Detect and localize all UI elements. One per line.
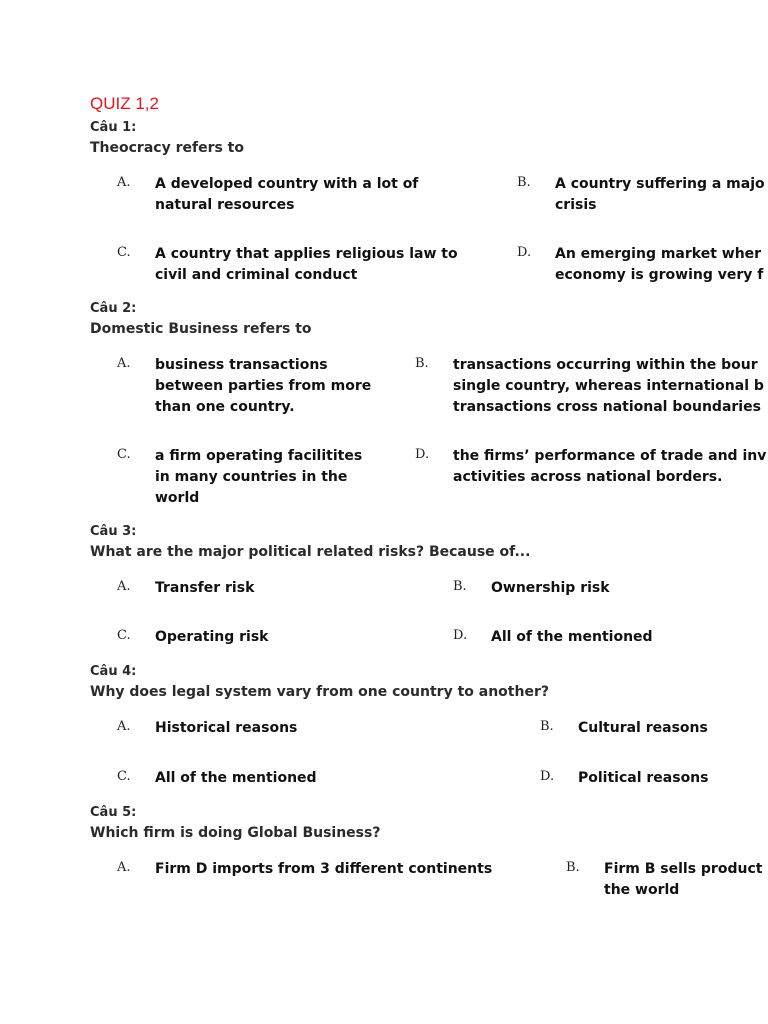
q4-option-a-letter: A. xyxy=(117,719,131,734)
q1-option-c-letter: C. xyxy=(117,245,131,260)
question-5-text: Which firm is doing Global Business? xyxy=(90,825,381,841)
question-3-text: What are the major political related risks? Because of... xyxy=(90,544,531,560)
q1-option-b-letter: B. xyxy=(517,175,531,190)
question-1-text: Theocracy refers to xyxy=(90,140,244,156)
q2-option-c-line3: world xyxy=(155,490,200,506)
q3-option-d: All of the mentioned xyxy=(491,629,653,645)
q3-option-b: Ownership risk xyxy=(491,580,610,596)
q4-option-b: Cultural reasons xyxy=(578,720,708,736)
q2-option-b-line1: transactions occurring within the bour xyxy=(453,357,758,373)
q5-option-a-letter: A. xyxy=(117,860,131,875)
q3-option-c: Operating risk xyxy=(155,629,269,645)
q4-option-c-letter: C. xyxy=(117,769,131,784)
q1-option-d xyxy=(555,244,763,286)
quiz-title: QUIZ 1,2 xyxy=(90,94,159,113)
q2-option-b-letter: B. xyxy=(415,356,429,371)
q2-option-a-line3: than one country. xyxy=(155,399,295,415)
q3-option-d-letter: D. xyxy=(453,628,468,643)
q5-option-b-line1: Firm B sells product xyxy=(604,861,763,877)
q2-option-a-line1: business transactions xyxy=(155,357,328,373)
q5-option-b xyxy=(604,859,762,901)
q1-option-d-letter: D. xyxy=(517,245,532,260)
question-1-label: Câu 1: xyxy=(90,120,137,135)
q1-option-b xyxy=(555,174,765,216)
q4-option-a: Historical reasons xyxy=(155,720,298,736)
q4-option-b-letter: B. xyxy=(540,719,554,734)
q3-option-a: Transfer risk xyxy=(155,580,255,596)
q3-option-a-letter: A. xyxy=(117,579,131,594)
q2-option-b-line2: single country, whereas international b xyxy=(453,378,764,394)
q2-option-c-letter: C. xyxy=(117,447,131,462)
q5-option-a: Firm D imports from 3 different continents xyxy=(155,861,493,877)
q2-option-d xyxy=(453,446,766,488)
q4-option-d-letter: D. xyxy=(540,769,555,784)
q1-option-c-line2: civil and criminal conduct xyxy=(155,267,358,283)
q2-option-a-line2: between parties from more xyxy=(155,378,372,394)
q1-option-d-line1: An emerging market wher xyxy=(555,246,762,262)
q2-option-b xyxy=(453,355,764,418)
q1-option-b-line2: crisis xyxy=(555,197,597,213)
question-3-label: Câu 3: xyxy=(90,524,137,539)
question-4-label: Câu 4: xyxy=(90,664,137,679)
q1-option-a-line1: A developed country with a lot of xyxy=(155,176,419,192)
q1-option-a xyxy=(155,174,418,216)
q1-option-a-letter: A. xyxy=(117,175,131,190)
q4-option-c: All of the mentioned xyxy=(155,770,317,786)
question-2-text: Domestic Business refers to xyxy=(90,321,312,337)
q2-option-a xyxy=(155,355,371,418)
q1-option-d-line2: economy is growing very f xyxy=(555,267,764,283)
q1-option-b-line1: A country suffering a majo xyxy=(555,176,765,192)
q1-option-a-line2: natural resources xyxy=(155,197,295,213)
q2-option-d-line2: activities across national borders. xyxy=(453,469,723,485)
q2-option-c xyxy=(155,446,362,509)
q3-option-b-letter: B. xyxy=(453,579,467,594)
question-2-label: Câu 2: xyxy=(90,301,137,316)
q2-option-d-line1: the firms’ performance of trade and inv xyxy=(453,448,767,464)
q4-option-d: Political reasons xyxy=(578,770,709,786)
q2-option-b-line3: transactions cross national boundaries xyxy=(453,399,761,415)
q2-option-c-line2: in many countries in the xyxy=(155,469,348,485)
question-5-label: Câu 5: xyxy=(90,805,137,820)
q1-option-c xyxy=(155,244,458,286)
q5-option-b-line2: the world xyxy=(604,882,680,898)
q5-option-b-letter: B. xyxy=(566,860,580,875)
q1-option-c-line1: A country that applies religious law to xyxy=(155,246,458,262)
q2-option-a-letter: A. xyxy=(117,356,131,371)
q2-option-d-letter: D. xyxy=(415,447,430,462)
q2-option-c-line1: a firm operating facilitites xyxy=(155,448,363,464)
q3-option-c-letter: C. xyxy=(117,628,131,643)
question-4-text: Why does legal system vary from one country to another? xyxy=(90,684,549,700)
